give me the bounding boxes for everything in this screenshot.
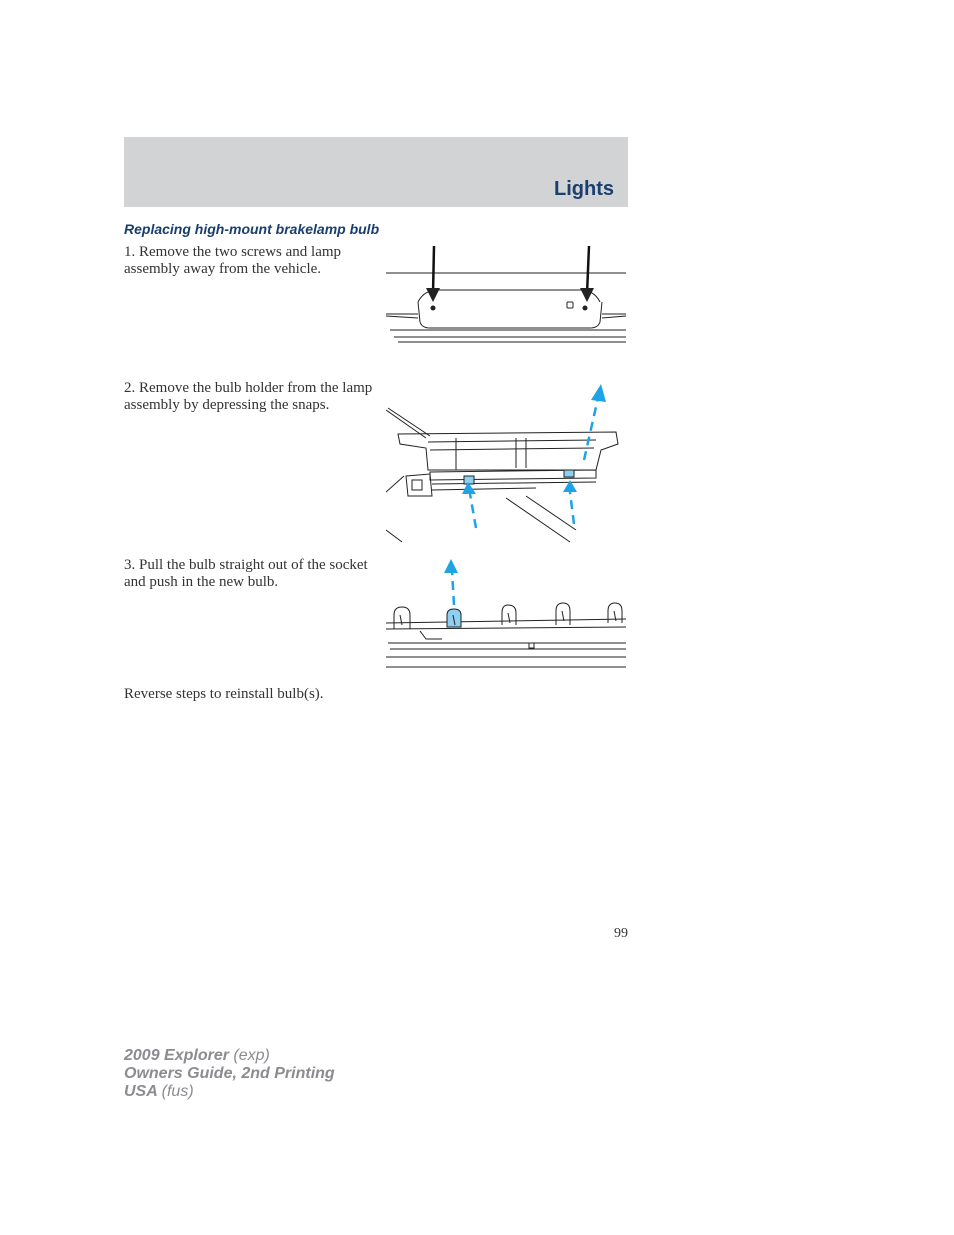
footer — [124, 1047, 335, 1101]
figure-bulb-socket — [386, 557, 628, 672]
header-bar — [124, 137, 628, 207]
footer-line-1: 2009 Explorer (exp) — [124, 1047, 270, 1064]
step-1-text: 1. Remove the two screws and lamp assembly away from the vehicle. — [124, 244, 342, 277]
figure-lamp-screws — [386, 244, 628, 346]
step-2-text: 2. Remove the bulb holder from the lamp assembly by depressing the snaps. — [124, 380, 373, 413]
closing-text: Reverse steps to reinstall bulb(s). — [124, 686, 324, 702]
figure-bulb-holder — [386, 380, 628, 544]
step-3-text: 3. Pull the bulb straight out of the socket and push in the new bulb. — [124, 557, 368, 590]
footer-line-3: USA (fus) — [124, 1083, 194, 1100]
chapter-title: Lights — [554, 178, 614, 200]
section-heading: Replacing high-mount brakelamp bulb — [124, 221, 380, 237]
page-number: 99 — [614, 926, 628, 941]
footer-line-2: Owners Guide, 2nd Printing — [124, 1065, 335, 1082]
